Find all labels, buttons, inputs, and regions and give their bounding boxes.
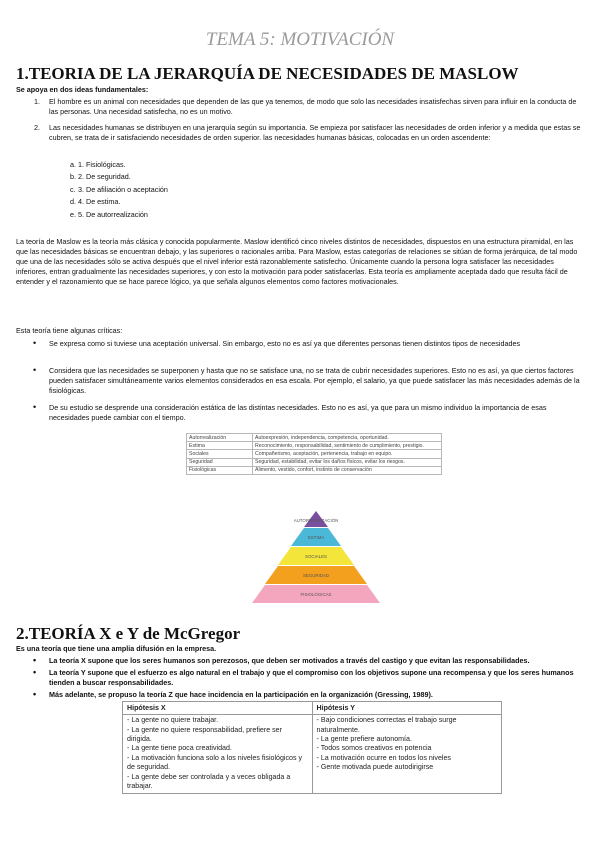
pyramid-label: SOCIALES bbox=[305, 554, 327, 559]
level-cell: Autorrealización bbox=[187, 434, 253, 442]
critic-text: Considera que las necesidades se superponen y hasta que no se satisface una, no se trata de cubrir necesidades superiores. Esto no es así, ya que ciertos factores pueden satisfacer simultáneamente varios elementos considerados en esa escala. Por ejemplo, el salario, ya que puede satisfacer las más necesidades además de la fisiológicas. bbox=[49, 366, 580, 395]
pyramid-label: ESTIMA bbox=[307, 535, 325, 540]
table-header-row bbox=[123, 702, 502, 715]
need-text: De afiliación o aceptación bbox=[86, 184, 168, 194]
need-marker: 5. e. bbox=[70, 209, 76, 219]
hypothesis-x-line: - La gente debe ser controlada y a veces obligada a trabajar. bbox=[127, 772, 291, 790]
table-row bbox=[187, 434, 442, 442]
hypothesis-x-line: - La gente no quiere responsabilidad, prefiere ser dirigida. bbox=[127, 725, 282, 744]
critics-list bbox=[33, 338, 585, 423]
need-item bbox=[70, 197, 386, 209]
theory-text: La teoría X supone que los seres humanos son perezosos, que deben ser motivados a través del castigo y que evitan las responsabilidades. bbox=[49, 656, 530, 665]
need-text: De autorrealización bbox=[86, 209, 148, 219]
theory-item bbox=[33, 655, 585, 668]
needs-table bbox=[186, 433, 442, 475]
need-text: De seguridad. bbox=[86, 172, 131, 182]
bullet-icon: • bbox=[33, 689, 37, 699]
theory-text: La teoría Y supone que el esfuerzo es algo natural en el trabajo y que el compromiso con los objetivos supone una recompensa y que los seres humanos tienden a buscar responsabilidades. bbox=[49, 668, 574, 687]
desc-cell: Compañerismo, aceptación, pertenencia, trabajo en equipo. bbox=[253, 450, 442, 458]
need-text: Fisiológicas. bbox=[86, 160, 126, 169]
desc-cell: Alimento, vestido, confort, instinto de conservación bbox=[253, 466, 442, 474]
needs-list bbox=[70, 160, 386, 222]
bullet-icon: • bbox=[33, 338, 37, 348]
theory-item bbox=[33, 689, 585, 700]
desc-cell: Autoexpresión, independencia, competencia, oportunidad. bbox=[253, 434, 442, 442]
fundamental-ideas-list bbox=[34, 97, 585, 143]
hypothesis-x-header: Hipótesis X bbox=[123, 702, 313, 715]
need-item bbox=[70, 172, 386, 184]
hypothesis-y-line: - Gente motivada puede autodirigirse bbox=[316, 763, 434, 772]
hypothesis-x-cell bbox=[123, 715, 313, 794]
hypothesis-y-line: - Bajo condiciones correctas el trabajo surge naturalmente. bbox=[316, 716, 457, 734]
theory-text: Más adelante, se propuso la teoría Z que hace incidencia en la participación en la organización (Gressing, 1989). bbox=[49, 690, 433, 699]
need-item bbox=[70, 184, 386, 197]
table-row bbox=[187, 450, 442, 458]
idea-item bbox=[34, 97, 585, 123]
pyramid-label: AUTORREALIZACIÓN bbox=[293, 518, 339, 523]
level-cell: Seguridad bbox=[187, 458, 253, 466]
need-marker: 2. b. bbox=[70, 172, 76, 182]
mcgregor-intro: Es una teoría que tiene una amplia difusión en la empresa. bbox=[16, 644, 217, 653]
pyramid-label: FISIOLÓGICAS bbox=[300, 592, 332, 597]
idea-text: El hombre es un animal con necesidades que dependen de las que ya tenemos, de modo que solo las necesidades insatisfechas sirven para influir en la conducta de las personas. Una necesidad satisfecha, no es un motivo. bbox=[49, 97, 577, 116]
critics-intro: Esta teoría tiene algunas críticas: bbox=[16, 326, 123, 335]
table-row bbox=[187, 466, 442, 474]
idea-number: 1. bbox=[34, 97, 40, 106]
need-item bbox=[70, 209, 386, 222]
critic-item bbox=[33, 365, 585, 403]
critic-text: Se expresa como si tuviese una aceptación universal. Sin embargo, esto no es así ya que diferentes personas tienen distintos tipos de necesidades bbox=[49, 339, 521, 348]
critic-item bbox=[33, 338, 585, 366]
critic-text: De su estudio se desprende una consideración estática de las distintas necesidades. Esto no es así, ya que para un mismo individuo la importancia de esas necesidades puede cambiar con el tiempo. bbox=[49, 403, 547, 422]
hypothesis-y-line: - La motivación ocurre en todos los niveles bbox=[316, 753, 451, 762]
level-cell: Estima bbox=[187, 442, 253, 450]
level-cell: Sociales bbox=[187, 450, 253, 458]
level-cell: Fisiológicas bbox=[187, 466, 253, 474]
table-row bbox=[123, 715, 502, 794]
hypothesis-y-cell bbox=[312, 715, 502, 794]
need-marker: 3. c. bbox=[70, 184, 76, 194]
critic-item bbox=[33, 402, 585, 423]
hypothesis-x-line: - La gente tiene poca creatividad. bbox=[127, 744, 232, 753]
maslow-intro: Se apoya en dos ideas fundamentales: bbox=[16, 85, 149, 94]
hypothesis-x-line: - La motivación funciona solo a los niveles fisiológicos y de seguridad. bbox=[127, 753, 303, 772]
need-item bbox=[70, 160, 386, 172]
page-title: TEMA 5: MOTIVACIÓN bbox=[205, 29, 395, 50]
bullet-icon: • bbox=[33, 365, 37, 375]
need-marker: 1. a. bbox=[70, 160, 76, 169]
bullet-icon: • bbox=[33, 655, 37, 665]
desc-cell: Seguridad, estabilidad, evitar los daños físicos, evitar los riesgos. bbox=[253, 458, 442, 466]
bullet-icon: • bbox=[33, 402, 37, 412]
idea-item bbox=[34, 123, 585, 143]
maslow-paragraph: La teoría de Maslow es la teoría más clásica y conocida popularmente. Maslow identificó cinco niveles distintos de necesidades, dispuestos en una estructura piramidal, en las que las necesidades básicas se encuentran debajo, y las superiores o racionales arriba. Para Maslow, estas categorías de relaciones se sitúan de forma jerárquica, de tal modo que una de las necesidades sólo se activa después que el nivel inferior está razonablemente satisfecho. Únicamente cuando la persona logra satisfacer las necesidades inferiores, entran gradualmente las necesidades superiores, y con esto la motivación para poder satisfacerlas. Esta teoría es ampliamente aceptada dado que resulta fácil de entender y el razonamiento que se hace parece lógico, ya que señala algunos elementos como factores motivacionales. bbox=[16, 237, 578, 286]
hypothesis-table bbox=[122, 701, 502, 794]
section-heading-mcgregor: 2.TEORÍA X e Y de McGregor bbox=[16, 624, 241, 643]
bullet-icon: • bbox=[33, 667, 37, 677]
table-row bbox=[187, 458, 442, 466]
hypothesis-y-line: - Todos somos creativos en potencia bbox=[316, 744, 432, 753]
idea-text: Las necesidades humanas se distribuyen en una jerarquía según su importancia. Se empieza por satisfacer las necesidades de orden inferior y a medida que estas se cubren, se trata de ir satisfaciendo necesidades de orden superior. las necesidades humanas básicas, colocadas en un orden ascendente: bbox=[49, 123, 581, 142]
idea-number: 2. bbox=[34, 123, 40, 132]
need-text: De estima. bbox=[86, 197, 121, 207]
mcgregor-bullets bbox=[33, 655, 585, 700]
theory-item bbox=[33, 667, 585, 690]
hypothesis-y-header: Hipótesis Y bbox=[312, 702, 502, 715]
pyramid-label: SEGURIDAD bbox=[302, 573, 330, 578]
desc-cell: Reconocimiento, responsabilidad, sentimiento de cumplimiento, prestigio. bbox=[253, 442, 442, 450]
maslow-pyramid bbox=[246, 509, 386, 605]
need-marker: 4. d. bbox=[70, 197, 76, 207]
section-heading-maslow: 1.TEORIA DE LA JERARQUÍA DE NECESIDADES DE MASLOW bbox=[16, 64, 519, 83]
table-row bbox=[187, 442, 442, 450]
hypothesis-y-line: - La gente prefiere autonomía. bbox=[316, 735, 412, 744]
hypothesis-x-line: - La gente no quiere trabajar. bbox=[127, 716, 219, 725]
